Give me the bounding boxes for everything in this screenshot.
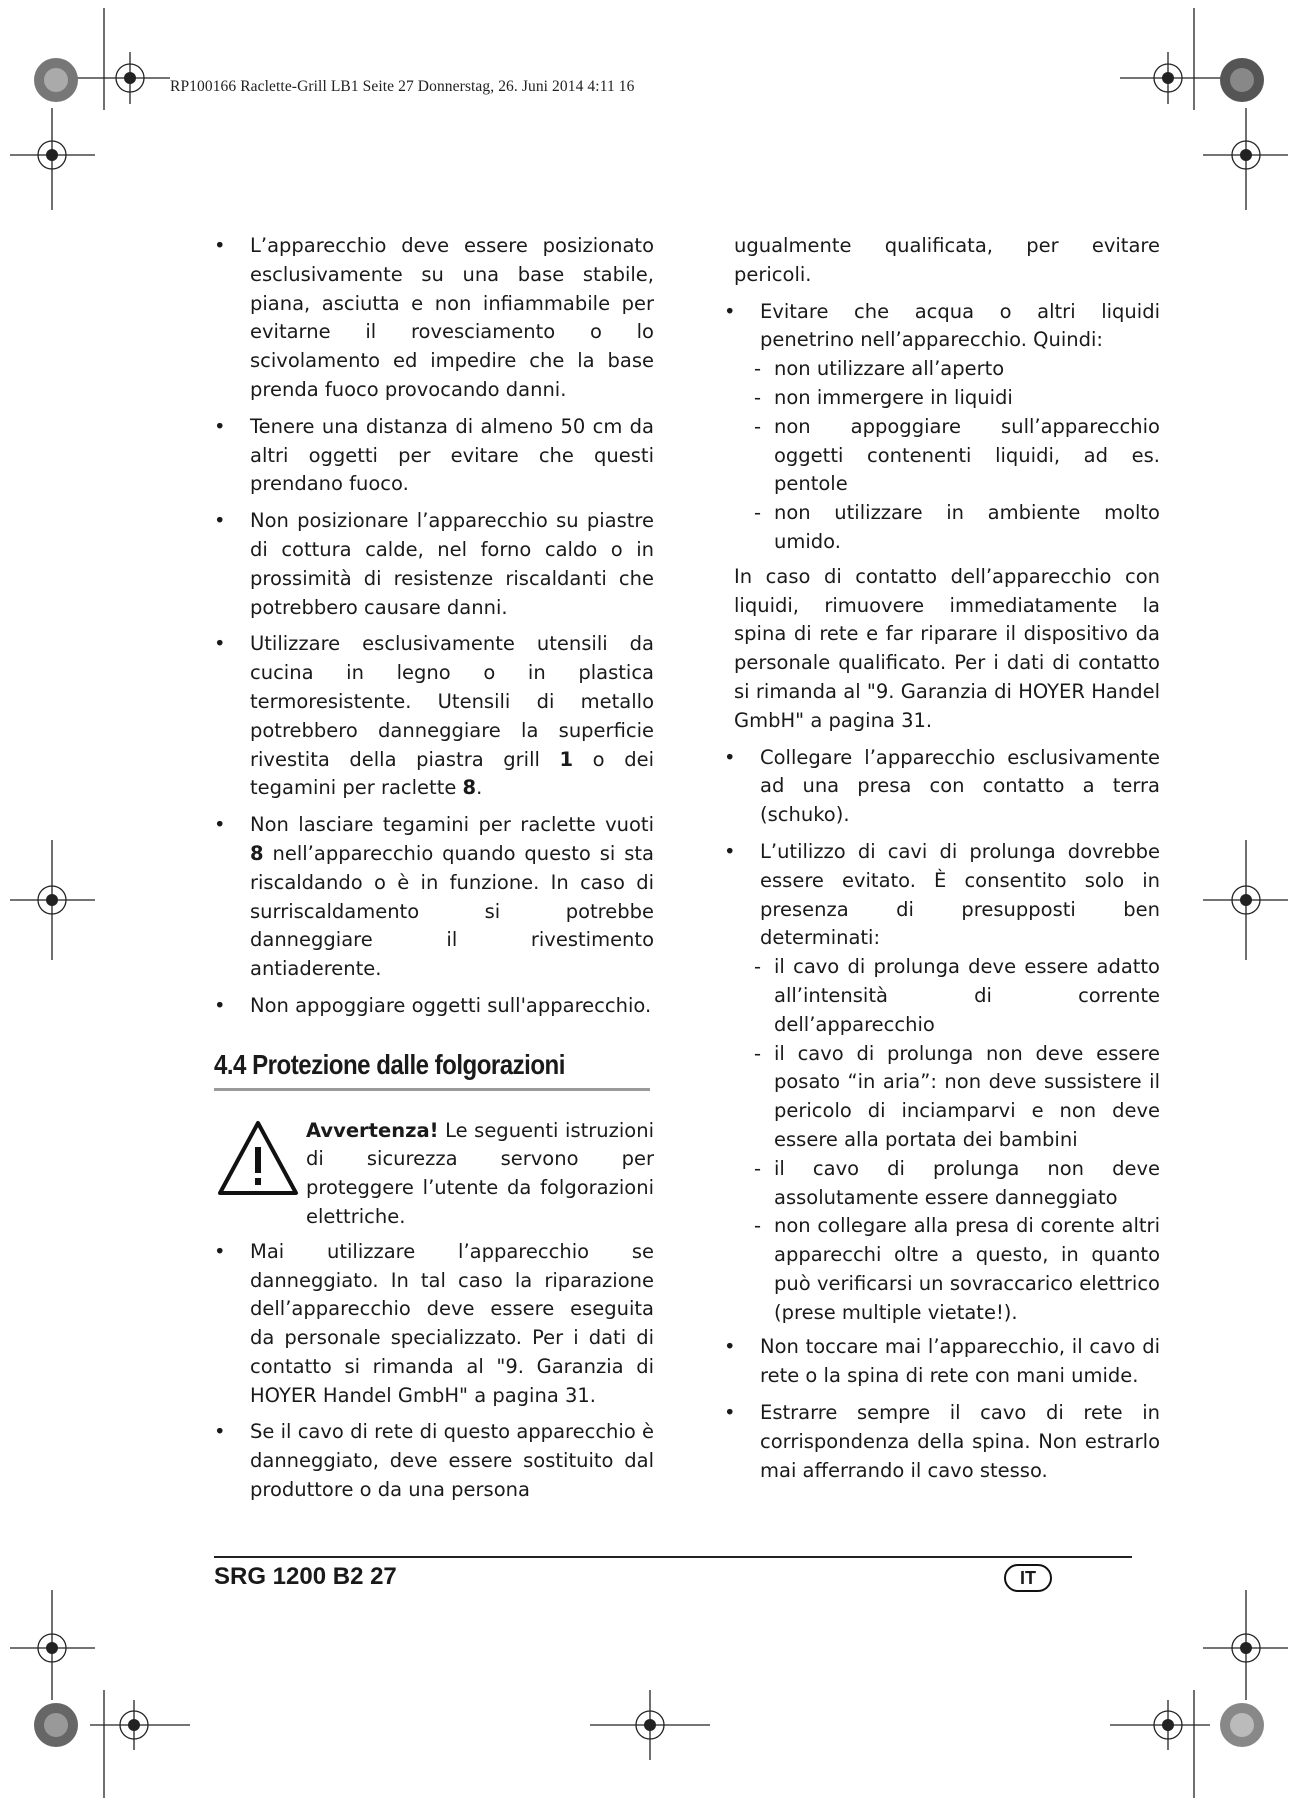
list-item (214, 1238, 654, 1411)
item-text: Se il cavo di rete di questo apparecchio è danneggiato, deve essere sostituito dal produttore o da una persona (250, 1420, 654, 1502)
dash: - (754, 955, 762, 979)
dash-text: non utilizzare all’aperto (774, 357, 1005, 381)
list-item (214, 1418, 654, 1504)
list-item (724, 1333, 1160, 1391)
dash-item (754, 384, 1160, 413)
item-text: Estrarre sempre il cavo di rete in corrispondenza della spina. Non estrarlo mai afferrando il cavo stesso. (760, 1401, 1160, 1482)
dash-item (754, 1155, 1160, 1213)
part-number: 8 (250, 841, 264, 865)
language-badge: IT (1004, 1564, 1052, 1592)
footer-rule (214, 1556, 1132, 1558)
list-item (724, 744, 1160, 830)
bullet: • (724, 839, 736, 863)
bullet: • (214, 234, 226, 257)
item-text: Tenere una distanza di almeno 50 cm da altri oggetti per evitare che questi prendano fuoco. (250, 414, 654, 496)
dash-text: il cavo di prolunga non deve assolutamente essere danneggiato (774, 1156, 1160, 1209)
warning-triangle-icon (216, 1119, 300, 1199)
dash-text: non collegare alla presa di corente altri apparecchi oltre a questo, in quanto può verificarsi un sovraccarico elettrico (prese multiple vietate!). (774, 1214, 1160, 1324)
print-slug: RP100166 Raclette-Grill LB1 Seite 27 Donnerstag, 26. Juni 2014 4:11 16 (170, 78, 635, 95)
dash-text: il cavo di prolunga deve essere adatto all’intensità di corrente dell’apparecchio (774, 955, 1160, 1036)
dash-item (754, 355, 1160, 384)
item-text: Non posizionare l’apparecchio su piastre di cottura calde, nel forno caldo o in prossimità di resistenze riscaldanti che potrebbero causare danni. (250, 509, 654, 619)
dash: - (754, 414, 762, 438)
item-text: Evitare che acqua o altri liquidi penetrino nell’apparecchio. Quindi: (760, 299, 1160, 352)
bullet: • (214, 632, 226, 656)
heading-rule (214, 1088, 650, 1091)
dash-text: non utilizzare in ambiente molto umido. (774, 501, 1160, 553)
dash: - (754, 1214, 762, 1238)
bullet: • (214, 993, 226, 1017)
list-item (214, 232, 654, 405)
item-text: o dei tegamini per raclette (250, 747, 654, 800)
right-column (724, 232, 1160, 1493)
dash-text: non immergere in liquidi (774, 385, 1013, 409)
dash: - (754, 1156, 762, 1180)
section-heading: 4.4 Protezione dalle folgorazioni (214, 1048, 565, 1080)
item-text: Collegare l’apparecchio esclusivamente ad una presa con contatto a terra (schuko). (760, 745, 1160, 827)
item-text: Non appoggiare oggetti sull'apparecchio. (250, 993, 652, 1017)
item-text: Utilizzare esclusivamente utensili da cucina in legno o in plastica termoresistente. Utensili di metallo potrebbero danneggiare la superficie rivestita della piastra grill (250, 632, 654, 771)
part-number: 8 (462, 776, 477, 800)
list-item (214, 507, 654, 622)
extension-dash-list (724, 953, 1160, 1327)
footer-model-page: SRG 1200 B2 27 (214, 1563, 397, 1590)
list-item (724, 298, 1160, 356)
bullet: • (724, 1401, 736, 1425)
item-text: . (476, 776, 483, 800)
warning-label: Avvertenza! (306, 1118, 439, 1142)
dash: - (754, 1041, 762, 1065)
dash: - (754, 357, 762, 381)
dash: - (754, 501, 762, 525)
item-text: nell’apparecchio quando questo si sta riscaldando o è in funzione. In caso di surriscaldamento si potrebbe danneggiare il rivestimento antiaderente. (250, 841, 654, 981)
dash-text: non appoggiare sull’apparecchio oggetti contenenti liquidi, ad es. pentole (774, 414, 1160, 496)
bullet: • (214, 414, 226, 438)
continuation-text: ugualmente qualificata, per evitare pericoli. (734, 234, 1160, 286)
list-item (214, 413, 654, 499)
warning-text: Le seguenti istruzioni di sicurezza servono per proteggere l’utente da folgorazioni elettriche. (306, 1118, 654, 1228)
item-text: L’utilizzo di cavi di prolunga dovrebbe essere evitato. È consentito solo in presenza di presupposti ben determinati: (760, 839, 1160, 950)
item-text: Non toccare mai l’apparecchio, il cavo di rete o la spina di rete con mani umide. (760, 1335, 1160, 1388)
bullet: • (214, 813, 226, 837)
left-column (214, 232, 654, 1513)
bullet: • (214, 1420, 226, 1444)
bullet: • (724, 745, 736, 769)
item-text: L’apparecchio deve essere posizionato esclusivamente su una base stabile, piana, asciutta e non infiammabile per evitarne il rovesciamento o lo scivolamento ed impedire che la base prenda fuoco provocando danni. (250, 234, 654, 401)
bullet: • (214, 509, 226, 533)
dash-text: il cavo di prolunga non deve essere posato “in aria”: non deve sussistere il pericolo di inciamparvi e non deve essere alla portata dei bambini (774, 1041, 1160, 1151)
item-text: Mai utilizzare l’apparecchio se danneggiato. In tal caso la riparazione dell’apparecchio deve essere eseguita da personale specializzato. Per i dati di contatto si rimanda al "9. Garanzia di HOYER Handel GmbH" a pagina 31. (250, 1239, 654, 1407)
warning-block (214, 1117, 654, 1232)
dash-item (754, 1040, 1160, 1155)
dash-item (754, 499, 1160, 557)
dash-item (754, 1212, 1160, 1327)
list-item (214, 811, 654, 984)
list-item (214, 992, 654, 1021)
list-item (214, 630, 654, 803)
dash-item (754, 953, 1160, 1039)
water-dash-list (724, 355, 1160, 557)
item-text: Non lasciare tegamini per raclette vuoti (250, 813, 654, 837)
list-item (724, 838, 1160, 953)
list-item (724, 1399, 1160, 1485)
dash: - (754, 385, 762, 409)
bullet: • (724, 299, 736, 323)
bullet: • (214, 1239, 226, 1263)
dash-item (754, 413, 1160, 499)
bullet: • (724, 1335, 736, 1359)
contact-paragraph: In caso di contatto dell’apparecchio con liquidi, rimuovere immediatamente la spina di rete e far riparare il dispositivo da personale qualificato. Per i dati di contatto si rimanda al "9. Garanzia di HOYER Handel GmbH" a pagina 31. (734, 564, 1160, 732)
part-number: 1 (559, 747, 574, 771)
